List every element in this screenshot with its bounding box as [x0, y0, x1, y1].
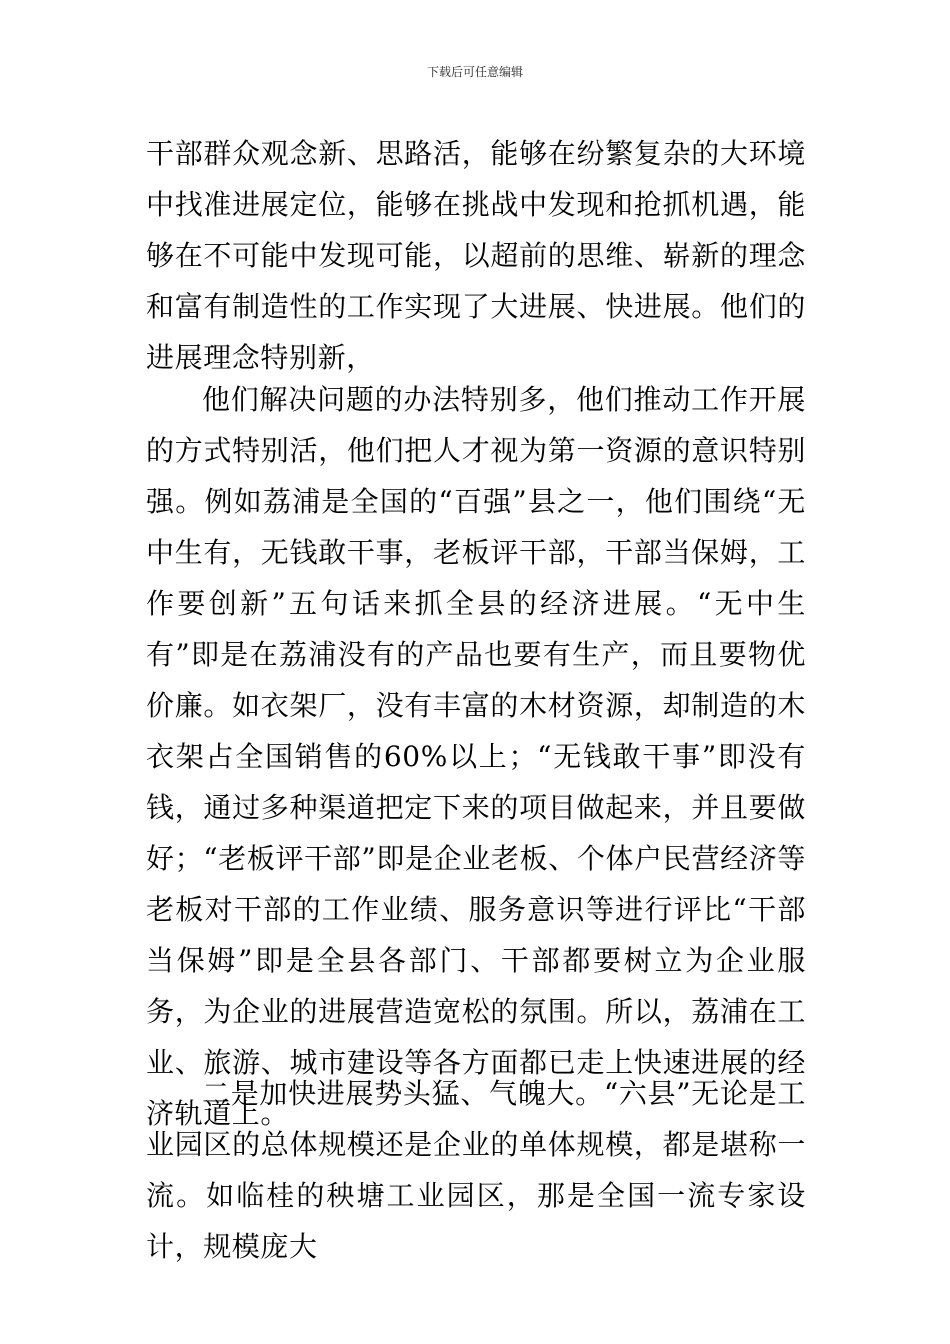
page-header: 下载后可任意编辑: [426, 65, 523, 79]
paragraph-3: 二是加快进展势头猛、气魄大。“六县”无论是工业园区的总体规模还是企业的单体规模，都是堪称一流。如临桂的秧塘工业园区，那是全国一流专家设计，规模庞大: [146, 1077, 806, 1263]
paragraph-2: 他们解决问题的办法特别多，他们推动工作开展的方式特别活，他们把人才视为第一资源的意识特别强。例如荔浦是全国的“百强”县之一，他们围绕“无中生有，无钱敢干事，老板评干部，干部当保姆，工作要创新”五句话来抓全县的经济进展。“无中生有”即是在荔浦没有的产品也要有生产，而且要物优价廉。如衣架厂，没有丰富的木材资源，却制造的木衣架占全国销售的60%以上；“无钱敢干事”即没有钱，通过多种渠道把定下来的项目做起来，并且要做好；“老板评干部”即是企业老板、个体户民营经济等老板对干部的工作业绩、服务意识等进行评比“干部当保姆”即是全县各部门、干部都要树立为企业服务，为企业的进展营造宽松的氛围。所以，荔浦在工业、旅游、城市建设等各方面都已走上快速进展的经济轨道上。: [146, 383, 806, 1130]
paragraph-1: 干部群众观念新、思路活，能够在纷繁复杂的大环境中找准进展定位，能够在挑战中发现和抢抓机遇，能够在不可能中发现可能，以超前的思维、崭新的理念和富有制造性的工作实现了大进展、快进展。他们的进展理念特别新，: [146, 137, 806, 374]
